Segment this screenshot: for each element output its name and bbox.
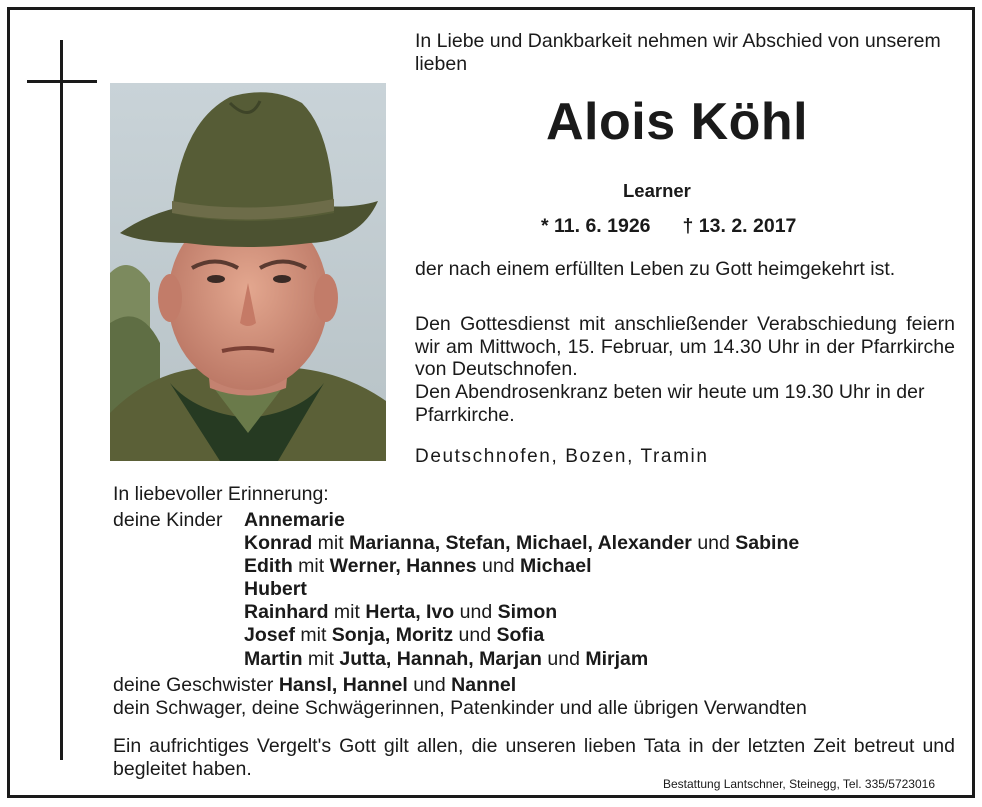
cross-icon bbox=[60, 40, 63, 760]
deceased-name: Alois Köhl bbox=[546, 93, 809, 151]
child-family: Herta, Ivo bbox=[365, 601, 455, 624]
death-date: † 13. 2. 2017 bbox=[682, 215, 797, 237]
and-word: und bbox=[476, 555, 520, 578]
child-row bbox=[244, 601, 799, 624]
child-family-last: Mirjam bbox=[585, 647, 649, 670]
child-name: Edith bbox=[244, 555, 293, 578]
and-word: und bbox=[691, 532, 736, 555]
child-row bbox=[244, 624, 799, 647]
child-family: Jutta, Hannah, Marjan bbox=[339, 647, 542, 670]
child-family-last: Simon bbox=[497, 601, 558, 624]
child-row bbox=[244, 648, 799, 671]
and-word: und bbox=[453, 624, 497, 647]
child-family: Marianna, Stefan, Michael, Alexander bbox=[349, 532, 692, 555]
child-family: Sonja, Moritz bbox=[331, 624, 454, 647]
child-row bbox=[244, 555, 799, 578]
child-name: Josef bbox=[244, 624, 295, 647]
child-row bbox=[244, 578, 799, 601]
return-to-god-text: der nach einem erfüllten Leben zu Gott heimgekehrt ist. bbox=[415, 258, 896, 280]
child-family-last: Sofia bbox=[496, 624, 545, 647]
places: Deutschnofen, Bozen, Tramin bbox=[415, 446, 709, 467]
child-name: Annemarie bbox=[244, 509, 345, 531]
child-family-last: Michael bbox=[520, 555, 592, 578]
child-row bbox=[244, 509, 799, 532]
inlaws-line: dein Schwager, deine Schwägerinnen, Patenkinder und alle übrigen Verwandten bbox=[113, 697, 807, 719]
child-family: Werner, Hannes bbox=[329, 555, 477, 578]
siblings-names: Hansl, Hannel bbox=[278, 674, 408, 696]
and-word: und bbox=[541, 647, 586, 670]
children-label: deine Kinder bbox=[113, 509, 223, 531]
funeral-service-text: Den Gottesdienst mit anschließender Verabschiedung feiern wir am Mittwoch, 15. Februar, um 14.30 Uhr in der Pfarrkirche von Deutschnofen. bbox=[415, 313, 955, 380]
life-dates bbox=[541, 215, 796, 238]
cross-icon-bar bbox=[27, 80, 97, 83]
and-word: und bbox=[454, 601, 498, 624]
portrait-photo bbox=[110, 83, 386, 461]
thanks-text: Ein aufrichtiges Vergelt's Gott gilt allen, die unseren lieben Tata in der letzten Zeit betreut und begleitet haben. bbox=[113, 735, 955, 780]
joiner: mit bbox=[294, 624, 332, 647]
nickname: Learner bbox=[623, 180, 691, 201]
siblings-line bbox=[113, 674, 516, 697]
child-name: Konrad bbox=[244, 532, 313, 555]
intro-text: In Liebe und Dankbarkeit nehmen wir Abschied von unserem lieben bbox=[415, 30, 941, 75]
siblings-label: deine Geschwister bbox=[113, 674, 279, 696]
and-word: und bbox=[407, 674, 452, 696]
child-name: Rainhard bbox=[244, 601, 329, 624]
memory-intro: In liebevoller Erinnerung: bbox=[113, 483, 329, 505]
child-name: Hubert bbox=[244, 578, 307, 601]
joiner: mit bbox=[292, 555, 330, 578]
child-family-last: Sabine bbox=[735, 532, 800, 555]
rosary-text: Den Abendrosenkranz beten wir heute um 19.30 Uhr in der Pfarrkirche. bbox=[415, 381, 925, 426]
joiner: mit bbox=[312, 532, 350, 555]
birth-date: * 11. 6. 1926 bbox=[541, 215, 651, 237]
joiner: mit bbox=[328, 601, 366, 624]
child-row bbox=[244, 532, 799, 555]
children-list bbox=[244, 509, 799, 671]
joiner: mit bbox=[302, 647, 340, 670]
undertaker-contact: Bestattung Lantschner, Steinegg, Tel. 335/5723016 bbox=[663, 777, 935, 791]
child-name: Martin bbox=[244, 647, 303, 670]
siblings-last: Nannel bbox=[451, 674, 517, 696]
